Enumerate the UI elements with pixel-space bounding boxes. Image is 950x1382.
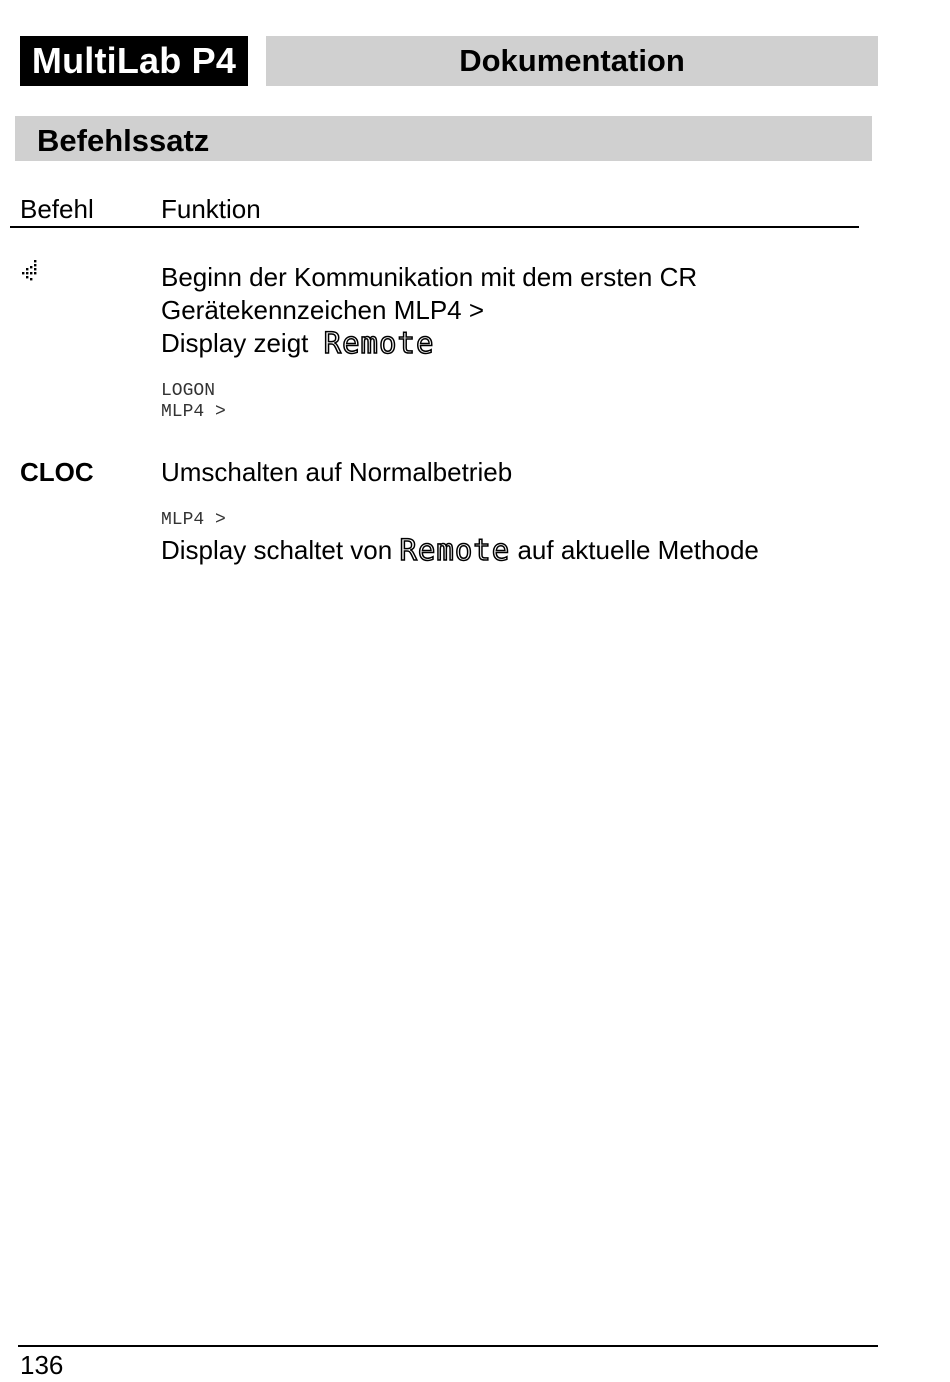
enter-key-icon	[20, 258, 38, 282]
display-prefix: Display zeigt	[161, 328, 309, 358]
page-number: 136	[20, 1350, 64, 1380]
header-divider	[10, 226, 859, 228]
display-line	[161, 327, 434, 360]
page-title: Befehlssatz	[37, 123, 210, 158]
lcd-display-text: Remote	[399, 533, 511, 567]
display-prefix: Display schaltet von	[161, 535, 393, 565]
footer-divider	[18, 1345, 878, 1347]
lcd-display-text: Remote	[323, 326, 435, 360]
display-suffix: auf aktuelle Methode	[517, 535, 759, 565]
brand-logo: MultiLab P4	[20, 36, 248, 86]
column-header-befehl: Befehl	[20, 194, 94, 224]
display-line	[161, 534, 759, 567]
header-section-title: Dokumentation	[266, 36, 878, 86]
function-line: Umschalten auf Normalbetrieb	[161, 457, 513, 487]
code-line: LOGON	[161, 381, 216, 401]
code-line: MLP4 >	[161, 510, 226, 530]
function-line: Beginn der Kommunikation mit dem ersten CR	[161, 262, 698, 292]
section-header	[15, 116, 872, 161]
function-line: Gerätekennzeichen MLP4 >	[161, 295, 485, 325]
column-header-funktion: Funktion	[161, 194, 261, 224]
code-line: MLP4 >	[161, 402, 226, 422]
command-name: CLOC	[20, 457, 94, 487]
